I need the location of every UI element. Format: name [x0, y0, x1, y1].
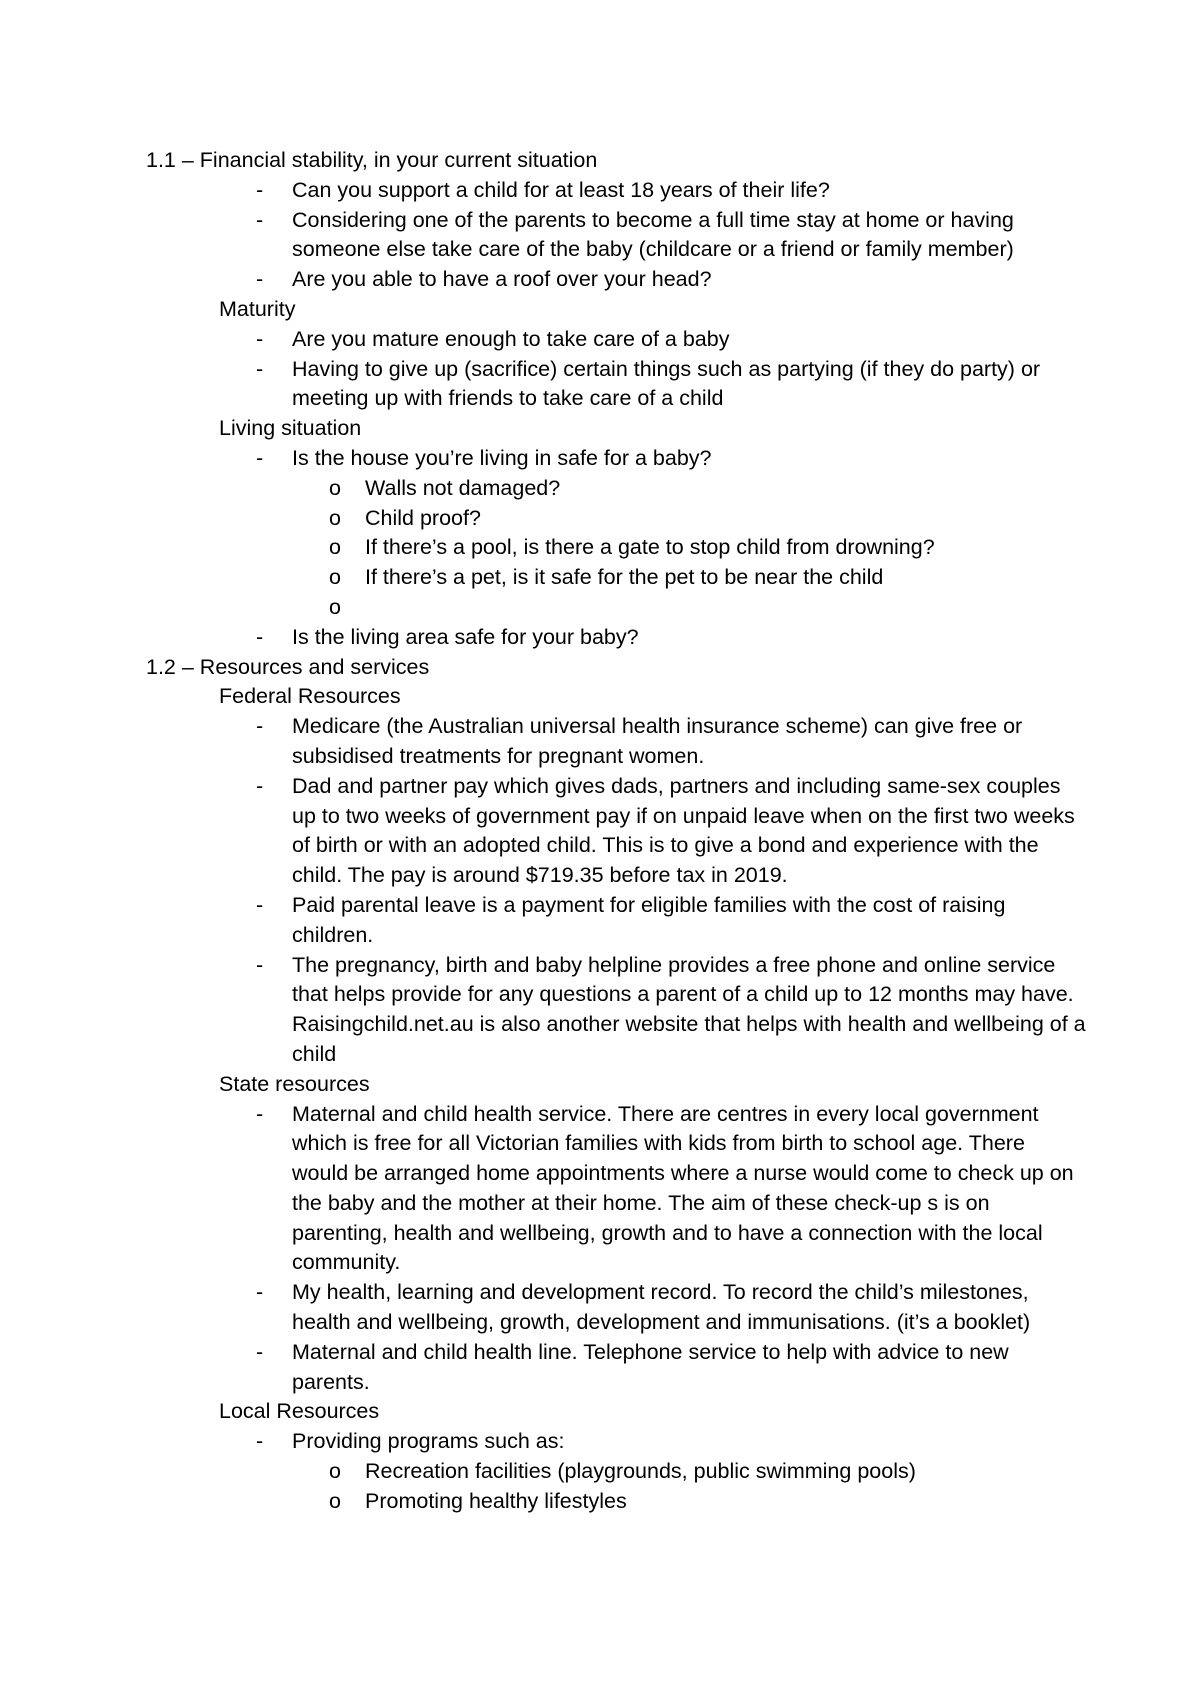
circle-bullet: o	[329, 535, 341, 560]
list-item	[146, 1100, 1086, 1279]
list-item	[146, 1338, 1086, 1398]
sub-list-item-text: If there’s a pet, is it safe for the pet to be near the child	[365, 565, 884, 590]
list-item	[146, 206, 1086, 266]
list-item	[146, 891, 1086, 951]
circle-bullet: o	[329, 565, 341, 590]
sub-list-item	[146, 563, 1086, 593]
list-item-text: Are you mature enough to take care of a baby	[292, 326, 730, 351]
subsection-heading: Maturity	[219, 296, 296, 321]
dash-bullet: -	[256, 177, 264, 202]
dash-bullet: -	[256, 356, 264, 381]
circle-bullet: o	[329, 505, 341, 530]
dash-bullet: -	[256, 624, 264, 649]
sub-list-item-text: Recreation facilities (playgrounds, public swimming pools)	[365, 1459, 916, 1484]
list-item	[146, 176, 1086, 206]
dash-bullet: -	[256, 1429, 264, 1454]
list-item	[146, 355, 1086, 415]
dash-bullet: -	[256, 267, 264, 292]
list-item-text: Medicare (the Australian universal health insurance scheme) can give free or subsidised treatments for pregnant women.	[292, 714, 1023, 768]
list-item-text: Can you support a child for at least 18 years of their life?	[292, 177, 830, 202]
list-item-text: The pregnancy, birth and baby helpline provides a free phone and online service that helps provide for any questions a parent of a child up to 12 months may have. Raisingchild.net.au is also another website that helps with health and wellbeing of a child	[292, 952, 1086, 1066]
subsection-heading: Local Resources	[219, 1399, 380, 1424]
dash-bullet: -	[256, 326, 264, 351]
section-heading: 1.2 – Resources and services	[146, 654, 430, 679]
list-item	[146, 712, 1086, 772]
list-item	[146, 325, 1086, 355]
sub-list-item-text: Child proof?	[365, 505, 481, 530]
dash-bullet: -	[256, 207, 264, 232]
list-item-text: Maternal and child health service. There are centres in every local government which is free for all Victorian families with kids from birth to school age. There would be arranged home appointments where a nurse would come to check up on the baby and the mother at their home. The aim of these check-up s is on parenting, health and wellbeing, growth and to have a connection with the local community.	[292, 1101, 1074, 1275]
sub-list-item	[146, 1487, 1086, 1517]
sub-list-item	[146, 504, 1086, 534]
list-item-text: Dad and partner pay which gives dads, partners and including same-sex couples up to two weeks of government pay if on unpaid leave when on the first two weeks of birth or with an adopted child. This is to give a bond and experience with the child. The pay is around $719.35 before tax in 2019.	[292, 773, 1075, 888]
sub-list-item	[146, 533, 1086, 563]
list-item-text: Is the house you’re living in safe for a baby?	[292, 445, 712, 470]
dash-bullet: -	[256, 1339, 264, 1364]
circle-bullet: o	[329, 475, 341, 500]
sub-list-item-text: If there’s a pool, is there a gate to stop child from drowning?	[365, 535, 935, 560]
list-item-text: Paid parental leave is a payment for eligible families with the cost of raising children.	[292, 892, 1006, 947]
dash-bullet: -	[256, 892, 264, 917]
list-item	[146, 1427, 1086, 1457]
list-item	[146, 265, 1086, 295]
sub-list-item-text	[365, 595, 371, 619]
list-item	[146, 444, 1086, 474]
dash-bullet: -	[256, 445, 264, 470]
subsection-heading: Federal Resources	[219, 684, 401, 709]
circle-bullet: o	[329, 1459, 341, 1484]
list-item	[146, 623, 1086, 653]
list-item-text: Maternal and child health line. Telephone service to help with advice to new parents.	[292, 1339, 1009, 1394]
section-heading: 1.1 – Financial stability, in your current situation	[146, 148, 598, 172]
list-item-text: Are you able to have a roof over your head?	[292, 267, 712, 292]
list-item-text: Is the living area safe for your baby?	[292, 624, 639, 649]
sub-list-item-empty	[146, 593, 1086, 623]
sub-list-item-text: Walls not damaged?	[365, 475, 561, 500]
list-item-text: My health, learning and development record. To record the child’s milestones, health and wellbeing, growth, development and immunisations. (it’s a booklet)	[292, 1280, 1031, 1335]
list-item-text: Considering one of the parents to become a full time stay at home or having someone else take care of the baby (childcare or a friend or family member)	[292, 207, 1014, 262]
subsection-heading: Living situation	[219, 416, 362, 441]
list-item-text: Having to give up (sacrifice) certain things such as partying (if they do party) or meeting up with friends to take care of a child	[292, 356, 1041, 411]
dash-bullet: -	[256, 714, 264, 739]
dash-bullet: -	[256, 773, 264, 798]
circle-bullet: o	[329, 1488, 341, 1513]
list-item-text: Providing programs such as:	[292, 1429, 565, 1454]
document-body	[146, 146, 1086, 1517]
dash-bullet: -	[256, 1280, 264, 1305]
dash-bullet: -	[256, 1101, 264, 1126]
list-item	[146, 951, 1086, 1070]
sub-list-item	[146, 1457, 1086, 1487]
subsection-heading: State resources	[219, 1071, 370, 1096]
dash-bullet: -	[256, 952, 264, 977]
sub-list-item	[146, 474, 1086, 504]
sub-list-item-text: Promoting healthy lifestyles	[365, 1488, 627, 1513]
list-item	[146, 1278, 1086, 1338]
list-item	[146, 772, 1086, 891]
circle-bullet: o	[329, 594, 341, 619]
